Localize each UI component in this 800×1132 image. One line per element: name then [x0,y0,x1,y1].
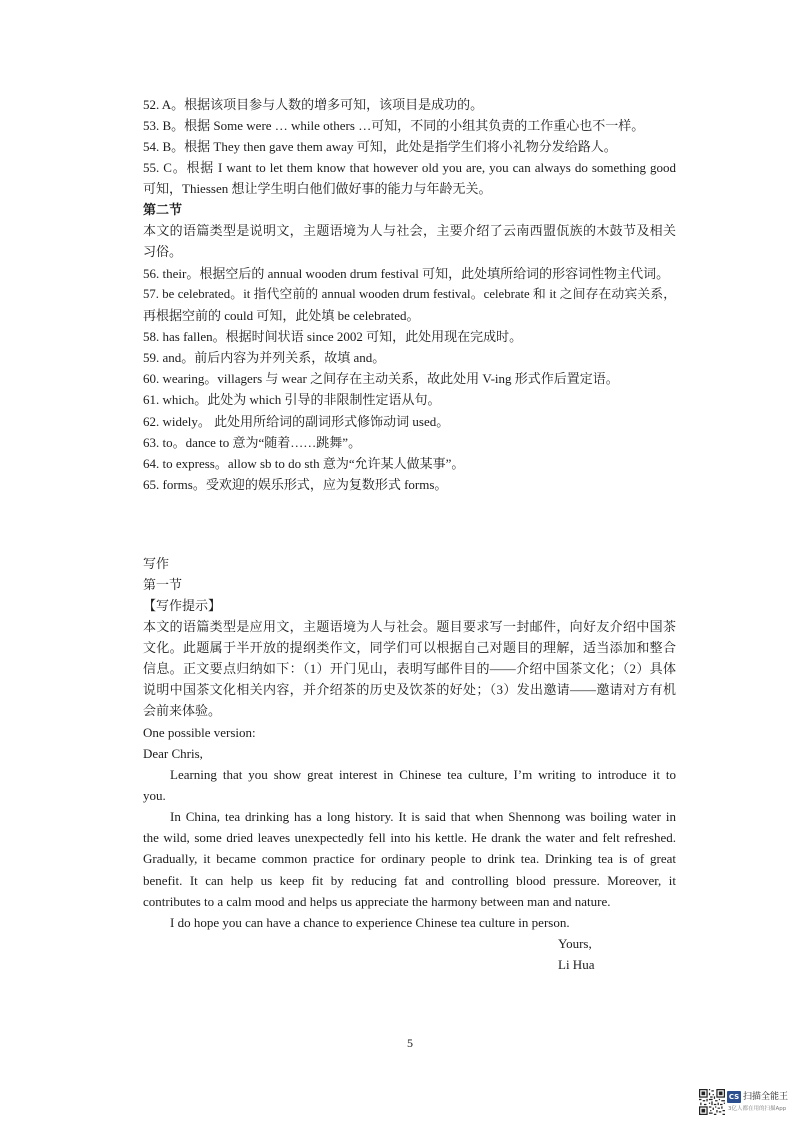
answer-57-line-1: 57. be celebrated。it 指代空前的 annual wooden drum festival。celebrate 和 it 之间存在动宾关系， [143,286,676,301]
answer-58: 58. has fallen。根据时间状语 since 2002 可知，此处用现在完成时。 [143,329,523,345]
letter-p2-line-5: contributes to a calm mood and helps us appreciate the harmony between man and nature. [143,893,611,909]
writing-tips-line-5: 会前来体验。 [143,703,222,719]
writing-tips-line-2: 文化。此题属于半开放的提纲类作文，同学们可以根据自己对题目的理解，适当添加和整合 [143,640,676,656]
writing-tips [143,616,676,722]
answer-59: 59. and。前后内容为并列关系，故填 and。 [143,350,386,366]
letter-signature: Li Hua [558,957,595,973]
writing-heading: 写作 [143,555,170,571]
writing-tips-heading: 【写作提示】 [143,597,222,613]
answer-54: 54. B。根据 They then gave them away 可知，此处是指学生们将小礼物分发给路人。 [143,138,617,154]
camscanner-logo: CS [728,1093,740,1101]
part2-section [143,199,676,495]
answer-64: 64. to express。allow sb to do sth 意为“允许某人做某事”。 [143,455,465,471]
letter-p1-line-2: you. [143,788,166,804]
reading-answers-block [143,94,676,496]
letter-p2-line-2: the wild, some dried leaves unexpectedly fell into his kettle. He drank the water and felt refreshed. [143,830,676,846]
watermark-brand: 扫描全能王 [743,1092,789,1102]
writing-tips-line-1: 本文的语篇类型是应用文，主题语境为人与社会。题目要求写一封邮件，向好友介绍中国茶 [143,618,676,634]
writing-tips-line-4: 说明中国茶文化相关内容，并介绍茶的历史及饮茶的好处；（3）发出邀请——邀请对方有机 [143,682,676,698]
answer-56: 56. their。根据空后的 annual wooden drum festival 可知，此处填所给词的形容词性物主代词。 [143,265,670,281]
answer-53: 53. B。根据 Some were … while others …可知，不同的小组其负责的工作重心也不一样。 [143,117,645,133]
letter-p2-line-4: benefit. It can help us keep fit by reducing fat and controlling blood pressure. Moreover, it [143,872,676,888]
qr-code-icon [699,1089,725,1115]
part2-intro-line-2: 习俗。 [143,244,183,260]
version-label: One possible version: [143,724,256,740]
writing-block [143,553,676,976]
letter-closing: Yours, [558,936,592,952]
page-number: 5 [407,1036,413,1050]
writing-tips-line-3: 信息。正文要点归纳如下：（1）开门见山，表明写邮件目的——介绍中国茶文化；（2）具体 [143,661,676,677]
letter-p2-line-1: In China, tea drinking has a long history. It is said that when Shennong was boiling water in [170,809,676,825]
answer-52: 52. A。根据该项目参与人数的增多可知，该项目是成功的。 [143,96,484,112]
answer-57-line-2: 再根据空前的 could 可知，此处填 be celebrated。 [143,307,420,323]
letter-p3: I do hope you can have a chance to experience Chinese tea culture in person. [170,914,570,930]
watermark-tagline: 3亿人都在用的扫描App [728,1106,787,1112]
part2-intro-line-1: 本文的语篇类型是说明文，主题语境为人与社会，主要介绍了云南西盟佤族的木鼓节及相关 [143,223,676,239]
answer-62: 62. widely。 此处用所给词的副词形式修饰动词 used。 [143,413,450,429]
part1-answers [143,94,676,200]
part2-heading: 第二节 [143,202,183,218]
answer-55-line-1: 55. C。根据 I want to let them know that however old you are, you can always do something good [143,159,676,175]
sample-letter [143,743,676,976]
answer-65: 65. forms。受欢迎的娱乐形式，应为复数形式 forms。 [143,477,448,493]
writing-section-heading: 第一节 [143,576,183,592]
answer-60: 60. wearing。villagers 与 wear 之间存在主动关系，故此处用 V-ing 形式作后置定语。 [143,371,619,387]
answer-55-line-2: 可知，Thiessen 想让学生明白他们做好事的能力与年龄无关。 [143,181,492,197]
scanner-watermark [697,1086,795,1120]
letter-p2-line-3: Gradually, it became common practice for ordinary people to drink tea. Drinking tea is of great [143,851,676,867]
letter-p1-line-1: Learning that you show great interest in Chinese tea culture, I’m writing to introduce it to [170,766,676,782]
letter-salutation: Dear Chris, [143,745,203,761]
answer-63: 63. to。dance to 意为“随着……跳舞”。 [143,434,362,450]
answer-61: 61. which。此处为 which 引导的非限制性定语从句。 [143,392,441,408]
